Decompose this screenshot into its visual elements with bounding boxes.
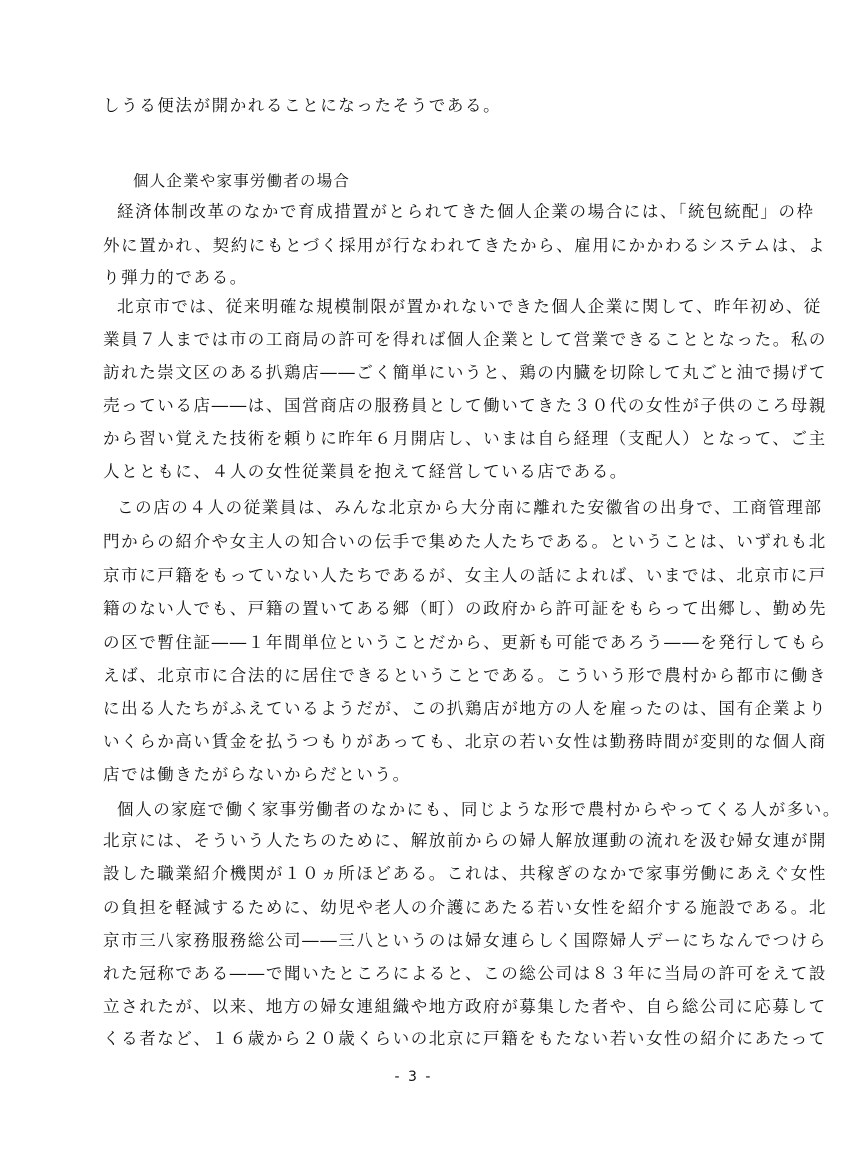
text-line: 京市に戸籍をもっていない人たちであるが、女主人の話によれば、いまでは、北京市に戸	[103, 566, 827, 585]
text-line: から習い覚えた技術を頼りに昨年６月開店し、いまは自ら経理（支配人）となって、ご主	[103, 429, 827, 448]
text-line: えば、北京市に合法的に居住できるということである。こういう形で農村から都市に働き	[103, 666, 827, 685]
text-line: この店の４人の従業員は、みんな北京から大分南に離れた安徽省の出身で、工商管理部	[117, 498, 823, 517]
text-line: 外に置かれ、契約にもとづく採用が行なわれてきたから、雇用にかかわるシステムは、よ	[103, 236, 827, 255]
text-line: に出る人たちがふえているようだが、この扒鶏店が地方の人を雇ったのは、国有企業より	[103, 699, 827, 718]
text-line: の負担を軽減するために、幼児や老人の介護にあたる若い女性を紹介する施設である。北	[103, 898, 827, 917]
section-heading: 個人企業や家事労働者の場合	[133, 172, 351, 190]
text-line: り弾力的である。	[103, 268, 248, 287]
text-line: 設した職業紹介機関が１０ヵ所ほどある。これは、共稼ぎのなかで家事労働にあえぐ女性	[103, 864, 827, 883]
text-line: 個人の家庭で働く家事労働者のなかにも、同じような形で農村からやってくる人が多い。	[117, 800, 841, 819]
text-line: 京市三八家務服務総公司――三八というのは婦女連らしく国際婦人デーにちなんでつけら	[103, 931, 827, 950]
text-line: 籍のない人でも、戸籍の置いてある郷（町）の政府から許可証をもらって出郷し、勤め先	[103, 599, 827, 618]
text-line: 経済体制改革のなかで育成措置がとられてきた個人企業の場合には、「統包統配」の枠	[117, 202, 815, 221]
text-line: 訪れた崇文区のある扒鶏店――ごく簡単にいうと、鶏の内臓を切除して丸ごと油で揚げて	[103, 363, 827, 382]
text-line: 立されたが、以来、地方の婦女連組織や地方政府が募集した者や、自ら総公司に応募して	[103, 997, 827, 1016]
text-line: れた冠称である――で聞いたところによると、この総公司は８３年に当局の許可をえて設	[103, 964, 827, 983]
text-line: 北京には、そういう人たちのために、解放前からの婦人解放運動の流れを汲む婦女連が開	[103, 831, 827, 850]
page-number: - 3 -	[394, 1069, 433, 1085]
text-line: の区で暫住証――１年間単位ということだから、更新も可能であろう――を発行してもら	[103, 633, 827, 652]
text-line: くる者など、１６歳から２０歳くらいの北京に戸籍をもたない若い女性の紹介にあたって	[103, 1029, 827, 1048]
text-line: 業員７人までは市の工商局の許可を得れば個人企業として営業できることとなった。私の	[103, 330, 827, 349]
text-line: 売っている店――は、国営商店の服務員として働いてきた３０代の女性が子供のころ母親	[103, 396, 827, 415]
text-line: 門からの紹介や女主人の知合いの伝手で集めた人たちである。ということは、いずれも北	[103, 532, 827, 551]
text-line: しうる便法が開かれることになったそうである。	[103, 96, 502, 115]
text-line: 北京市では、従来明確な規模制限が置かれないできた個人企業に関して、昨年初め、従	[117, 297, 822, 316]
text-line: いくらか高い賃金を払うつもりがあっても、北京の若い女性は勤務時間が変則的な個人商	[103, 732, 827, 751]
text-line: 店では働きたがらないからだという。	[103, 765, 411, 784]
text-line: 人とともに、４人の女性従業員を抱えて経営している店である。	[103, 462, 628, 481]
